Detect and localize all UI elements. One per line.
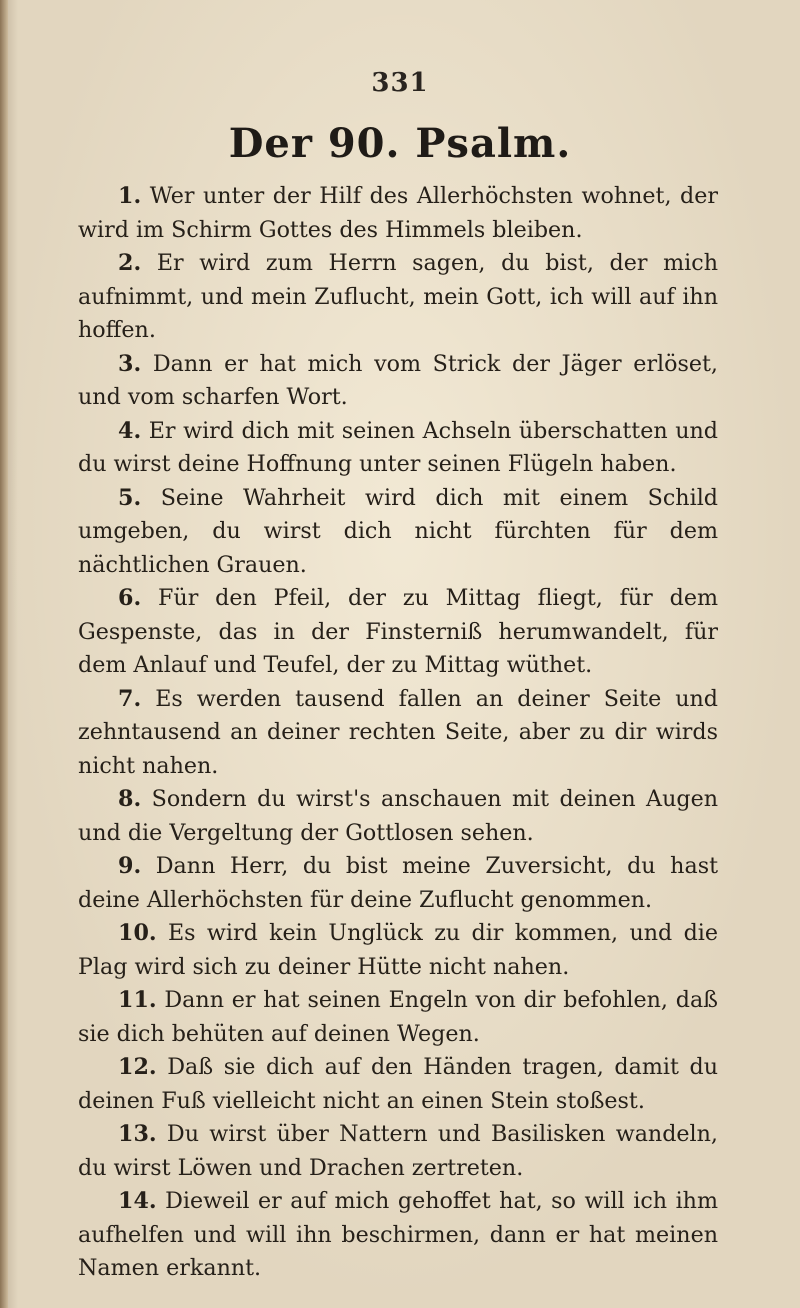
verse-text: Es wird kein Unglück zu dir kommen, und die Plag wird sich zu deiner Hütte nicht nahen. (78, 920, 718, 980)
verse-text: Für den Pfeil, der zu Mittag fliegt, für dem Gespenste, das in der Finsterniß herumwandelt, für dem Anlauf und Teufel, der zu Mittag wüthet. (78, 585, 718, 678)
verse (78, 683, 718, 784)
verse (78, 348, 718, 415)
verse-text: Es werden tausend fallen an deiner Seite und zehntausend an deiner rechten Seite, aber zu dir wirds nicht nahen. (78, 685, 718, 779)
verse-number: 6. (118, 585, 142, 611)
verse (78, 1051, 718, 1118)
verse-text: Wer unter der Hilf des Allerhöchsten wohnet, der wird im Schirm Gottes des Himmels bleiben. (78, 183, 718, 243)
verse (78, 415, 718, 482)
verse-number: 1. (118, 183, 142, 209)
verse-text: Dieweil er auf mich gehoffet hat, so will ich ihm aufhelfen und will ihn beschirmen, dann er hat meinen Namen erkannt. (78, 1188, 718, 1281)
verse (78, 1185, 718, 1286)
verse (78, 582, 718, 683)
verse-number: 14. (118, 1188, 157, 1214)
verse-number: 11. (118, 987, 157, 1013)
verse-text: Dann er hat mich vom Strick der Jäger erlöset, und vom scharfen Wort. (78, 350, 718, 410)
psalm-title: Der 90. Psalm. (228, 120, 572, 167)
verse-text: Dann Herr, du bist meine Zuversicht, du hast deine Allerhöchsten für deine Zuflucht genommen. (78, 853, 718, 913)
verse-text: Seine Wahrheit wird dich mit einem Schild umgeben, du wirst dich nicht fürchten für dem nächtlichen Grauen. (78, 484, 718, 578)
verse-number: 4. (118, 417, 142, 444)
verse (78, 482, 718, 583)
verse-text: Er wird dich mit seinen Achseln überschatten und du wirst deine Hoffnung unter seinen Flügeln haben. (78, 417, 718, 477)
verse (78, 783, 718, 850)
verse-text: Er wird zum Herrn sagen, du bist, der mich aufnimmt, und mein Zuflucht, mein Gott, ich will auf ihn hoffen. (78, 250, 718, 343)
verse-text: Du wirst über Nattern und Basilisken wandeln, du wirst Löwen und Drachen zertreten. (78, 1121, 718, 1181)
verse-number: 7. (118, 685, 142, 712)
verse-text: Daß sie dich auf den Händen tragen, damit du deinen Fuß vielleicht nicht an einen Stein stoßest. (78, 1054, 718, 1114)
verse-number: 3. (118, 350, 142, 377)
verse (78, 1118, 718, 1185)
verse-number: 12. (118, 1054, 157, 1080)
verse (78, 850, 718, 917)
verse-number: 5. (118, 484, 142, 511)
verse (78, 984, 718, 1051)
verse-number: 2. (118, 250, 142, 276)
verse-text: Dann er hat seinen Engeln von dir befohlen, daß sie dich behüten auf deinen Wegen. (78, 987, 718, 1047)
verse-text: Sondern du wirst's anschauen mit deinen Augen und die Vergeltung der Gottlosen sehen. (78, 786, 718, 846)
verse-list (78, 180, 718, 1286)
page-number: 331 (371, 68, 429, 98)
verse-number: 9. (118, 853, 142, 879)
verse-number: 10. (118, 920, 157, 946)
verse (78, 917, 718, 984)
verse (78, 247, 718, 348)
verse (78, 180, 718, 247)
verse-number: 13. (118, 1121, 157, 1147)
binding-edge (0, 0, 8, 1308)
verse-number: 8. (118, 786, 142, 812)
